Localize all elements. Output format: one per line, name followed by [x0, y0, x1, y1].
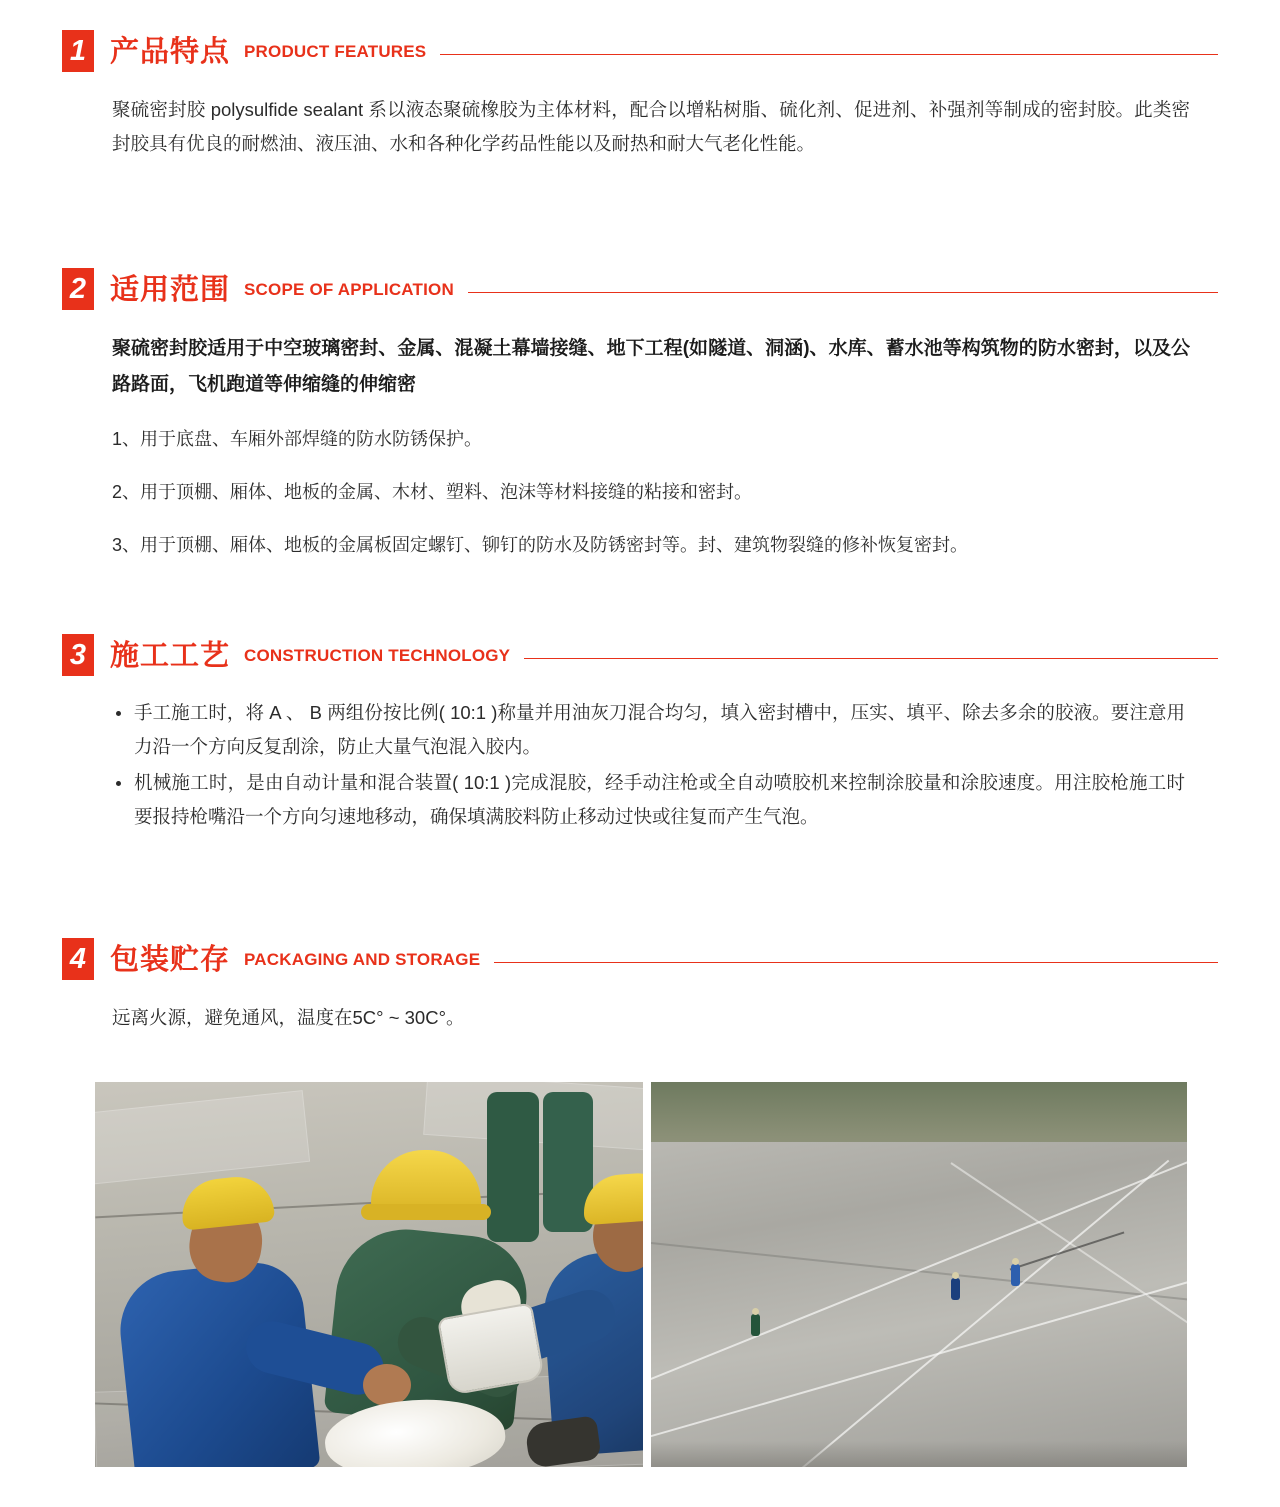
section-title-en: CONSTRUCTION TECHNOLOGY	[244, 646, 511, 665]
distant-worker	[951, 1278, 960, 1300]
lead-paragraph: 聚硫密封胶适用于中空玻璃密封、金属、混凝土幕墙接缝、地下工程(如隧道、洞涵)、水库、蓄水池等构筑物的防水密封，以及公路路面，飞机跑道等伸缩缝的伸缩密	[112, 338, 1190, 395]
bullet-item: 手工施工时，将 A 、 B 两组份按比例( 10:1 )称量并用油灰刀混合均匀，填入密封槽中，压实、填平、除去多余的胶液。要注意用力沿一个方向反复刮涂，防止大量气泡混入胶内。	[112, 696, 1185, 764]
section-divider-line	[468, 292, 1218, 293]
list-item: 3、用于顶棚、厢体、地板的金属板固定螺钉、铆钉的防水及防锈密封等。封、建筑物裂缝的修补恢复密封。	[112, 535, 969, 555]
sealant-bucket	[437, 1302, 545, 1395]
section-title-cn: 包装贮存	[110, 944, 231, 976]
bullet-list	[112, 696, 1185, 834]
photo-concrete-slope-site	[651, 1082, 1187, 1467]
list-item: 2、用于顶棚、厢体、地板的金属、木材、塑料、泡沫等材料接缝的粘接和密封。	[112, 482, 753, 502]
section-header	[0, 268, 1280, 312]
section-title-cn: 施工工艺	[110, 640, 231, 672]
section-title-cn: 产品特点	[110, 36, 231, 68]
section-packaging-and-storage	[0, 938, 1280, 1053]
slope-bottom-shadow	[651, 1441, 1187, 1467]
section-construction-technology	[0, 634, 1280, 836]
distant-worker-head	[752, 1308, 759, 1315]
section-header	[0, 938, 1280, 982]
section-divider-line	[494, 962, 1218, 963]
paragraph: 聚硫密封胶 polysulfide sealant 系以液态聚硫橡胶为主体材料，配合以增粘树脂、硫化剂、促进剂、补强剂等制成的密封胶。此类密封胶具有优良的耐燃油、液压油、水和各种化学药品性能以及耐热和耐大气老化性能。	[112, 98, 1190, 154]
section-body	[0, 331, 1280, 563]
section-header	[0, 634, 1280, 678]
section-body	[0, 93, 1280, 161]
section-divider-line	[524, 658, 1218, 659]
paragraph: 远离火源，避免通风，温度在5C° ~ 30C°。	[112, 1006, 465, 1028]
section-title-cn: 适用范围	[110, 274, 231, 306]
section-divider-line	[440, 54, 1218, 55]
distant-worker-head	[1012, 1258, 1019, 1265]
distant-worker	[751, 1314, 760, 1336]
photo-gallery	[95, 1082, 1187, 1467]
worker-left-hand	[363, 1364, 411, 1406]
section-number-badge: 2	[62, 268, 94, 310]
section-body	[0, 1001, 1280, 1035]
hard-hat-brim	[361, 1204, 491, 1220]
section-number-badge: 4	[62, 938, 94, 980]
section-title-en: PRODUCT FEATURES	[244, 42, 427, 61]
section-body	[0, 696, 1280, 834]
section-header	[0, 30, 1280, 74]
section-title-en: SCOPE OF APPLICATION	[244, 280, 454, 299]
distant-worker	[1011, 1264, 1020, 1286]
photo-workers-mixing-sealant	[95, 1082, 643, 1467]
section-number-badge: 3	[62, 634, 94, 676]
bullet-item: 机械施工时，是由自动计量和混合装置( 10:1 )完成混胶，经手动注枪或全自动喷胶机来控制涂胶量和涂胶速度。用注胶枪施工时要报持枪嘴沿一个方向匀速地移动，确保填满胶料防止移动过快或往复而产生气泡。	[112, 766, 1185, 834]
section-title-en: PACKAGING AND STORAGE	[244, 950, 481, 969]
distant-worker-head	[952, 1272, 959, 1279]
section-product-features	[0, 30, 1280, 179]
standing-worker-leg	[487, 1092, 539, 1242]
section-number-badge: 1	[62, 30, 94, 72]
list-item: 1、用于底盘、车厢外部焊缝的防水防锈保护。	[112, 429, 483, 449]
section-scope-of-application	[0, 268, 1280, 581]
